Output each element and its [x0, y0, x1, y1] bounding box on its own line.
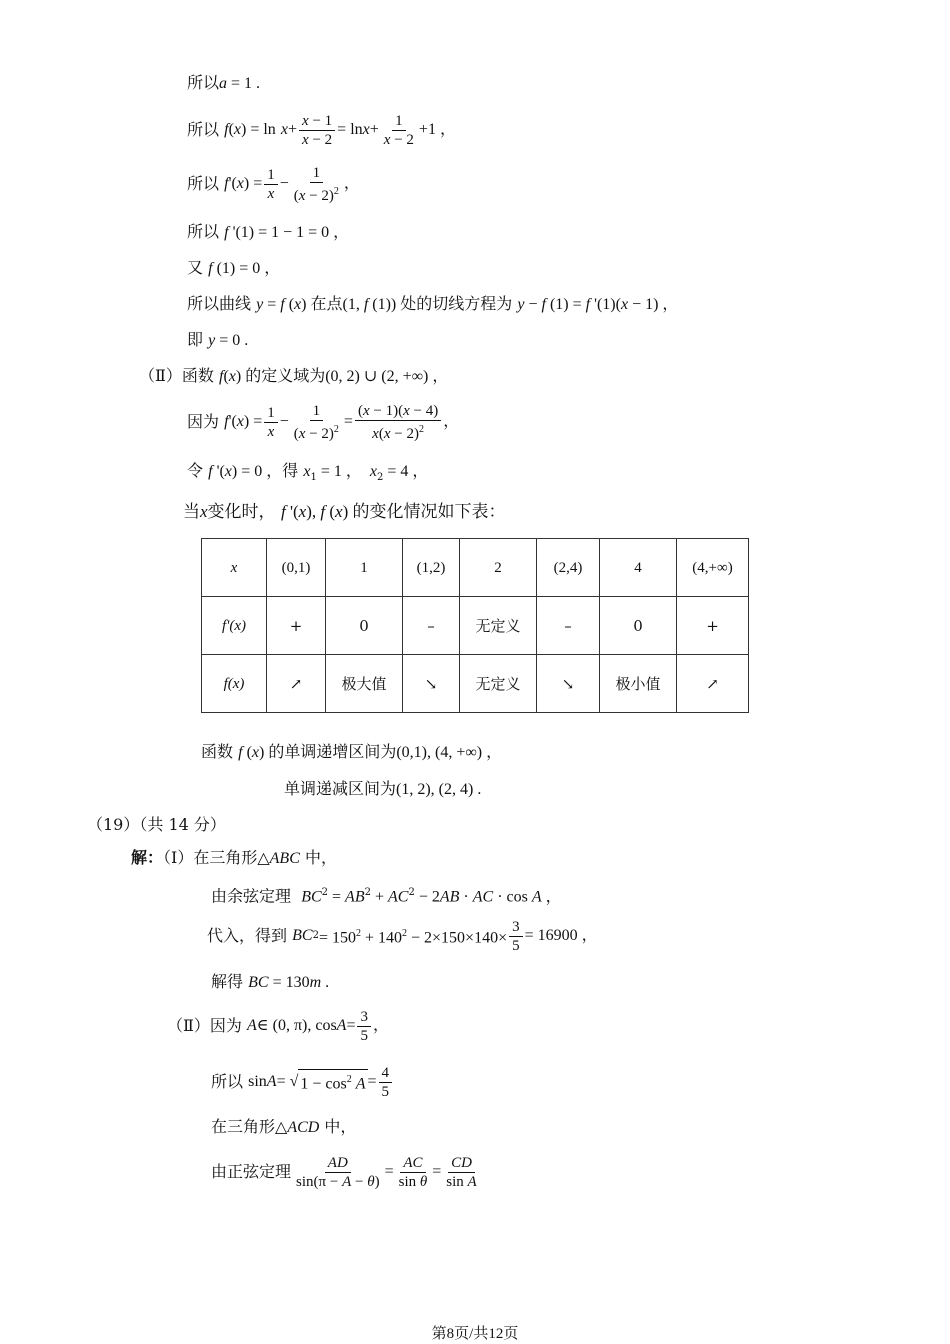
- table-cell: –: [403, 597, 460, 655]
- table-cell: 极大值: [326, 655, 403, 713]
- line-a-equals-1: 所以a = 1 .: [187, 73, 261, 92]
- table-cell: x: [202, 539, 267, 597]
- table-cell: +: [267, 597, 326, 655]
- line-sin-a: 所以 sin A = √ $1 - \cos^2 A$ = $\frac{4}{5}$: [211, 1062, 394, 1102]
- table-cell: +: [677, 597, 749, 655]
- table-cell: f'(x): [202, 597, 267, 655]
- table-cell: –: [537, 597, 600, 655]
- table-cell: f(x): [202, 655, 267, 713]
- line-bc-result: 解得 BC = 130m .: [211, 972, 330, 991]
- line-table-intro: 当x变化时， f '(x), f (x) 的变化情况如下表：: [183, 502, 506, 522]
- table-cell: 无定义: [460, 655, 537, 713]
- line-sine-law: 由正弦定理 $\frac{AD}{\sin(\pi - A - \theta)}$ = $\frac{AC}{\text{sin θ}}$ = $\frac{CD}{\text{sin A}}$: [211, 1154, 477, 1190]
- line-cosine-law: 由余弦定理 $BC^2 = AB^2 + AC^2 - 2AB$ · AC · cos A ，: [211, 886, 562, 906]
- table-cell: ↗: [677, 655, 749, 713]
- line-derivative-factor: 因为 f '( x ) = $\frac{1}{x}$ − $\frac{1}{(x - 2)^2}$ = $\frac{(x - 1)(x - 4)}{x(x - 2)^2}$ ，: [187, 402, 460, 442]
- table-cell: 2: [460, 539, 537, 597]
- line-increasing: 函数 f (x) 的单调递增区间为(0,1), (4, +∞) ，: [201, 742, 503, 761]
- table-row: [202, 539, 749, 597]
- line-tangent: 所以曲线 y = f (x) 在点(1, f (1)) 处的切线方程为 y − f (1) = f '(1)(x − 1) ，: [187, 294, 679, 313]
- table-cell: (1,2): [403, 539, 460, 597]
- table-cell: ↘: [403, 655, 460, 713]
- table-cell: ↗: [267, 655, 326, 713]
- q19-header: （19）（共 14 分）: [87, 815, 226, 834]
- line-f-definition: 所以 f ( x ) = ln x + $\frac{x - 1}{x - 2}$ = ln x + $\frac{1}{x - 2}$ +1 ，: [187, 112, 456, 148]
- table-row: [202, 655, 749, 713]
- table-cell: 无定义: [460, 597, 537, 655]
- table-cell: 0: [326, 597, 403, 655]
- table-cell: (0,1): [267, 539, 326, 597]
- line-f-1: 又 f (1) = 0 ，: [187, 258, 281, 277]
- table-cell: 4: [600, 539, 677, 597]
- table-cell: (2,4): [537, 539, 600, 597]
- line-f-prime: 所以 f '( x ) = $\frac{1}{x}$ − $\frac{1}{(x - 2)^2}$ ，: [187, 164, 360, 204]
- sign-table: [201, 538, 749, 713]
- page-footer: 第8页/共12页: [431, 1326, 519, 1342]
- line-roots: 令 f '(x) = 0 ，得 $x_1 = 1$ ， $x_2 = 4$ ，: [187, 461, 429, 484]
- table-row: [202, 597, 749, 655]
- line-substitute: 代入，得到 BC 2 = $150^2 + 140^2 - 2\times 150\times 140\times$ $\frac{3}{5}$ = 16900 ，: [207, 918, 598, 954]
- line-f-prime-1: 所以 f '(1) = 1 − 1 = 0 ，: [187, 222, 350, 241]
- line-triangle-acd: 在三角形△ACD 中，: [211, 1117, 357, 1136]
- table-cell: ↘: [537, 655, 600, 713]
- line-domain: （Ⅱ）函数 f(x) 的定义域为(0, 2) ∪ (2, +∞) ，: [139, 366, 449, 385]
- line-cos-a: （Ⅱ）因为 A ∈ (0, π), cos A = $\frac{3}{5}$ ，: [167, 1008, 389, 1044]
- line-y-0: 即 y = 0 .: [187, 330, 249, 349]
- table-cell: 极小值: [600, 655, 677, 713]
- table-cell: (4,+∞): [677, 539, 749, 597]
- q19-part1: 解：（Ⅰ）在三角形△ABC 中，: [131, 848, 337, 867]
- table-cell: 1: [326, 539, 403, 597]
- table-cell: 0: [600, 597, 677, 655]
- line-decreasing: 单调递减区间为(1, 2), (2, 4) .: [284, 779, 482, 798]
